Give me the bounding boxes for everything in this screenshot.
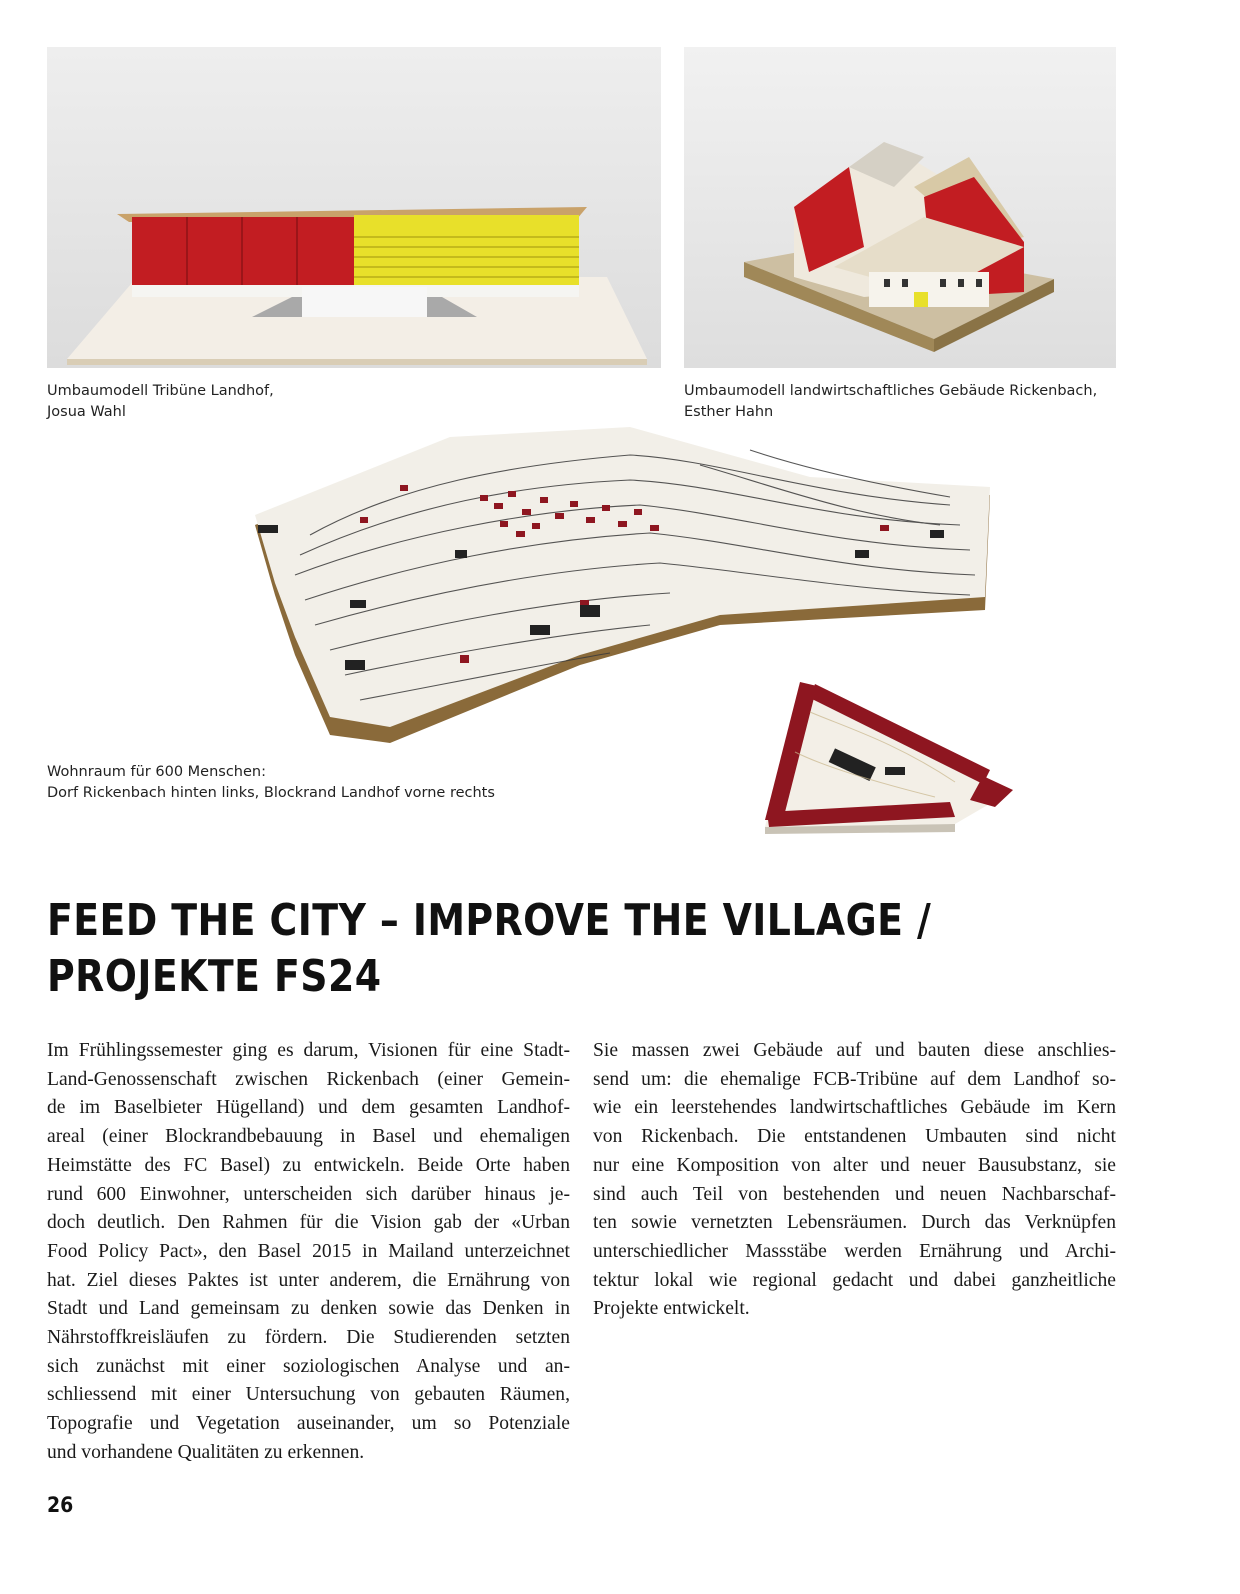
text-line: Projekte entwickelt. [593, 1298, 750, 1320]
body-column-left [47, 1037, 570, 1468]
text-line: Heimstätte des FC Basel) zu entwickeln. Beide Orte haben [47, 1154, 570, 1176]
caption-tribune [47, 381, 274, 423]
text-line: de im Baselbieter Hügelland) und dem gesamten Landhof- [47, 1097, 570, 1119]
caption-barn [684, 381, 1097, 423]
text-line: Sie massen zwei Gebäude auf und bauten diese anschlies- [593, 1040, 1116, 1061]
text-line: ten sowie vernetzten Lebensräumen. Durch das Verknüpfen [593, 1212, 1116, 1234]
text-line: tektur lokal wie regional gedacht und dabei ganzheitliche [593, 1269, 1116, 1291]
caption-line: Umbaumodell landwirtschaftliches Gebäude Rickenbach, [684, 383, 1098, 399]
text-line: send um: die ehemalige FCB-Tribüne auf dem Landhof so- [593, 1068, 1116, 1090]
text-line: unterschiedlicher Massstäbe werden Ernährung und Archi- [593, 1240, 1116, 1262]
text-line: sind auch Teil von bestehenden und neuen Nachbarschaf- [593, 1183, 1116, 1205]
page-number: 26 [47, 1493, 74, 1517]
text-line: sich zunächst mit einer soziologischen Analyse und an- [47, 1355, 570, 1377]
text-line: rund 600 Einwohner, unterscheiden sich darüber hinaus je- [47, 1183, 570, 1205]
text-line: Food Policy Pact», den Basel 2015 in Mailand unterzeichnet [47, 1240, 570, 1262]
text-line: hat. Ziel dieses Paktes ist unter anderem, die Ernährung von [47, 1269, 570, 1291]
text-line: doch deutlich. Den Rahmen für die Vision gab der «Urban [47, 1212, 570, 1234]
text-line: areal (einer Blockrandbebauung in Basel und ehemaligen [47, 1126, 570, 1148]
text-line: von Rickenbach. Die entstandenen Umbauten sind nicht [593, 1126, 1116, 1148]
text-line: wie ein leerstehendes landwirtschaftliches Gebäude im Kern [593, 1097, 1116, 1119]
caption-line: Josua Wahl [47, 404, 126, 420]
caption-model [47, 762, 495, 804]
photo-tribune-model [47, 47, 661, 368]
text-line: Topografie und Vegetation auseinander, um so Potenziale [47, 1413, 570, 1435]
text-line: Land-Genossenschaft zwischen Rickenbach (einer Gemein- [47, 1068, 570, 1090]
caption-line: Esther Hahn [684, 404, 774, 420]
body-column-right [593, 1037, 1116, 1324]
text-line: Nährstoffkreisläufen zu fördern. Die Studierenden setzten [47, 1327, 570, 1349]
title-line: FEED THE CITY – IMPROVE THE VILLAGE / [47, 895, 932, 946]
photo-barn-model [684, 47, 1116, 368]
title-line: PROJEKTE FS24 [47, 951, 382, 1002]
text-line: Im Frühlingssemester ging es darum, Visionen für eine Stadt- [47, 1040, 570, 1061]
photo-block-model [755, 672, 1030, 837]
text-line: nur eine Komposition von alter und neuer Bausubstanz, sie [593, 1154, 1116, 1176]
text-line: Stadt und Land gemeinsam zu denken sowie das Denken in [47, 1298, 570, 1320]
page-title [47, 893, 931, 1005]
caption-line: Dorf Rickenbach hinten links, Blockrand Landhof vorne rechts [47, 785, 495, 801]
caption-line: Wohnraum für 600 Menschen: [47, 764, 266, 780]
text-line: schliessend mit einer Untersuchung von gebauten Räumen, [47, 1384, 570, 1406]
caption-line: Umbaumodell Tribüne Landhof, [47, 383, 274, 399]
text-line: und vorhandene Qualitäten zu erkennen. [47, 1441, 365, 1463]
